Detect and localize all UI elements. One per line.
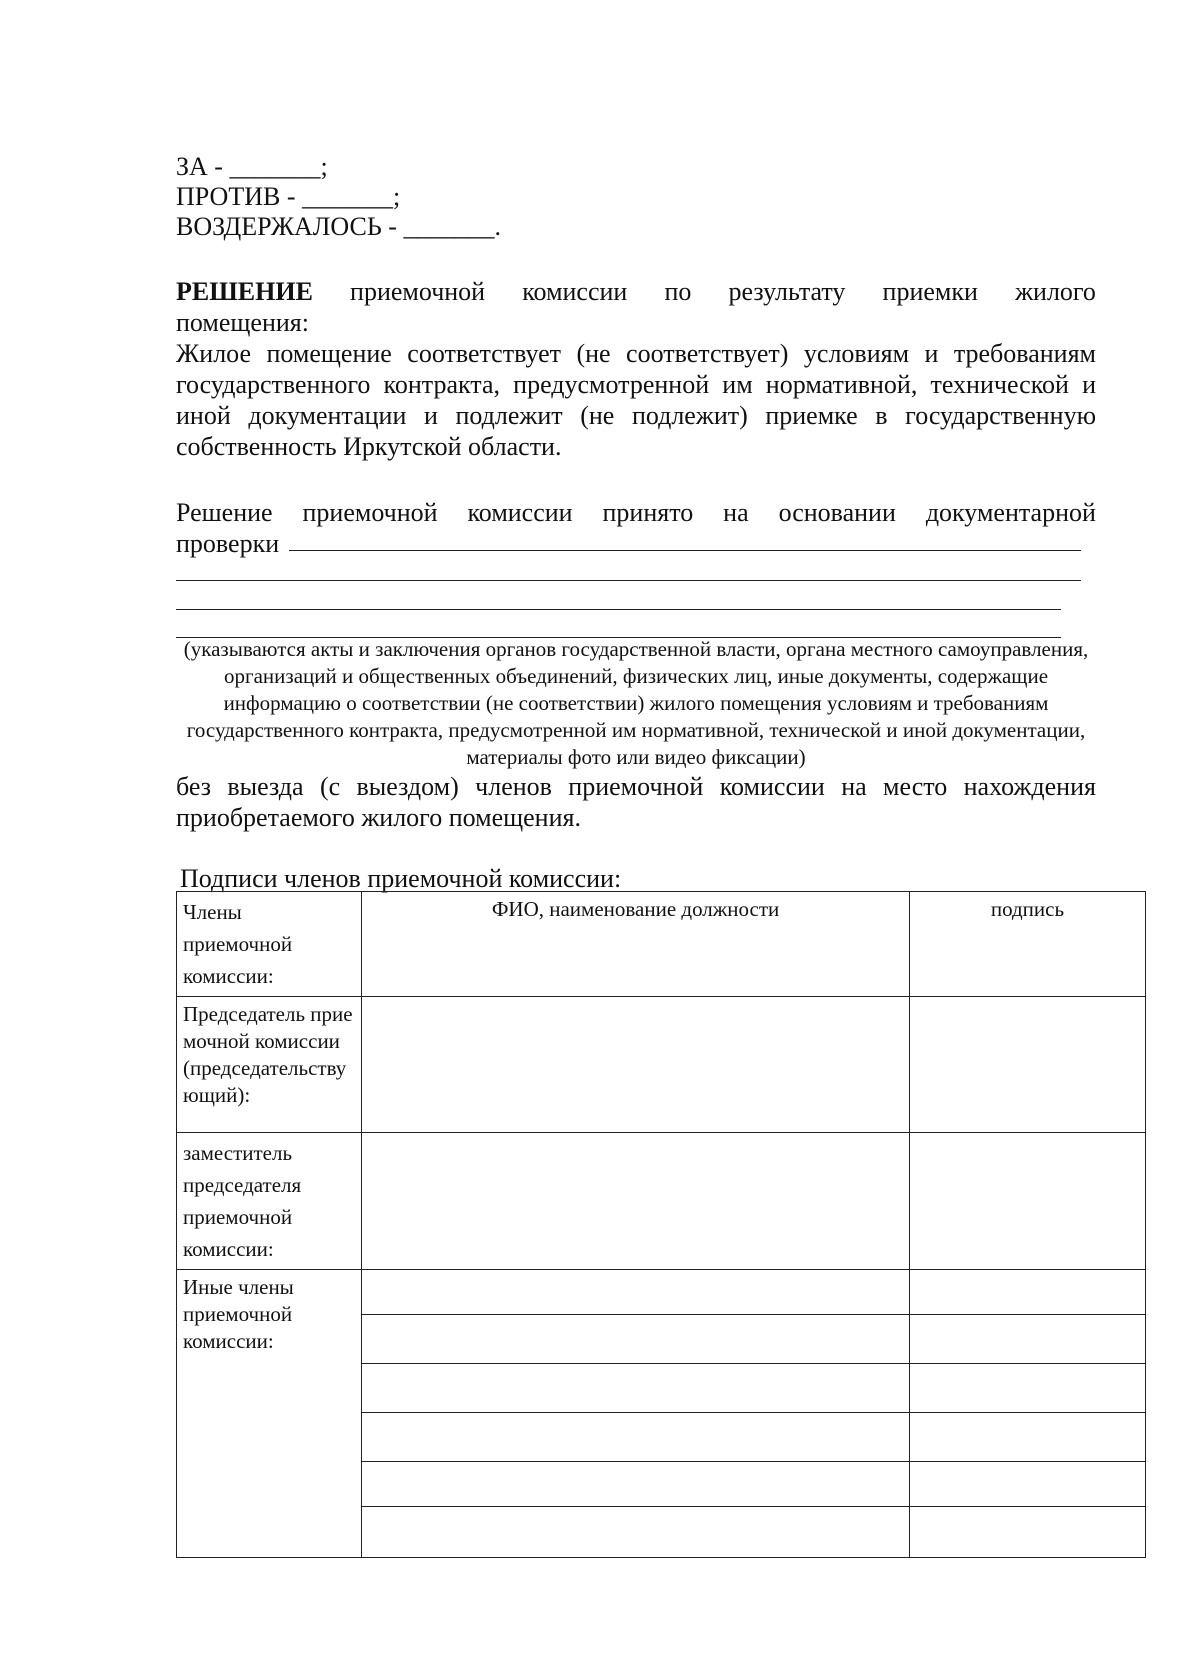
fill-in-line[interactable] [176, 609, 1061, 610]
decision-word: приемочной [350, 277, 486, 306]
decision-word: жилого [1015, 277, 1096, 306]
tail-word: место [883, 772, 948, 801]
other-member-name-cell[interactable] [362, 1462, 910, 1507]
table-row-chair [177, 997, 1146, 1133]
basis-heading [176, 497, 1096, 528]
basis-word: приемочной [302, 498, 438, 527]
basis-word: на [723, 498, 749, 527]
basis-check-label: проверки [176, 529, 280, 558]
other-member-name-cell[interactable] [362, 1270, 910, 1315]
decision-heading-continuation: помещения: [176, 308, 309, 337]
deputy-signature-cell[interactable] [909, 1133, 1145, 1270]
deputy-name-cell[interactable] [362, 1133, 910, 1270]
signatures-table [176, 891, 1146, 1558]
decision-word: приемки [882, 277, 978, 306]
tail-word: выезда [227, 772, 304, 801]
table-row-others [177, 1270, 1146, 1315]
other-member-signature-cell[interactable] [909, 1364, 1145, 1413]
decision-label: РЕШЕНИЕ [176, 277, 313, 306]
basis-note: (указываются акты и заключения органов государственной власти, органа местного самоуправления, организаций и общественных объединений, физических лиц, иные документы, содержащие информацию о соответствии (не соответствии) жилого помещения условиям и требованиям государственного контракта, предусмотренной им нормативной, технической и иной документации, материалы фото или видео фиксации) [183, 637, 1089, 769]
decision-word: результату [728, 277, 846, 306]
tail-word: комиссии [719, 772, 825, 801]
other-member-signature-cell[interactable] [909, 1413, 1145, 1462]
basis-word: принято [602, 498, 694, 527]
tail-word: членов [475, 772, 552, 801]
tail-word: на [841, 772, 867, 801]
other-member-signature-cell[interactable] [909, 1315, 1145, 1364]
row-label-deputy: заместитель председателя приемочной комиссии: [177, 1133, 362, 1270]
basis-tail [176, 771, 1096, 833]
tail-word: нахождения [963, 772, 1096, 801]
signatures-title: Подписи членов приемочной комиссии: [180, 864, 622, 893]
basis-tail-line2: приобретаемого жилого помещения. [176, 803, 581, 832]
header-members: Члены приемочной комиссии: [177, 892, 362, 997]
other-member-signature-cell[interactable] [909, 1270, 1145, 1315]
decision-word: комиссии [522, 277, 628, 306]
vote-for: ЗА - _______; [176, 152, 328, 181]
decision-block [176, 276, 1096, 462]
other-member-signature-cell[interactable] [909, 1507, 1145, 1558]
other-member-signature-cell[interactable] [909, 1462, 1145, 1507]
decision-text: Жилое помещение соответствует (не соответствует) условиям и требованиям государственного контракта, предусмотренной им нормативной, технической и иной документации и подлежит (не подлежит) приемке в государственную собственность Иркутской области. [176, 339, 1096, 461]
vote-against: ПРОТИВ - _______; [176, 182, 401, 211]
row-label-others: Иные члены приемочной комиссии: [177, 1270, 362, 1558]
votes-block [176, 152, 501, 242]
basis-word: комиссии [467, 498, 573, 527]
table-header-row [177, 892, 1146, 997]
tail-word: без [176, 772, 212, 801]
decision-word: по [664, 277, 692, 306]
chair-signature-cell[interactable] [909, 997, 1145, 1133]
other-member-name-cell[interactable] [362, 1364, 910, 1413]
tail-word: приемочной [568, 772, 704, 801]
table-row-deputy [177, 1133, 1146, 1270]
fill-in-line[interactable] [289, 550, 1081, 551]
vote-abstained: ВОЗДЕРЖАЛОСЬ - _______. [176, 212, 501, 241]
other-member-name-cell[interactable] [362, 1315, 910, 1364]
basis-word: Решение [176, 498, 273, 527]
fill-in-line[interactable] [176, 580, 1081, 581]
chair-name-cell[interactable] [362, 997, 910, 1133]
basis-tail-line [176, 771, 1096, 802]
header-signature: подпись [909, 892, 1145, 997]
row-label-chair: Председатель приемочной комиссии (председательствующий): [177, 997, 362, 1133]
decision-heading [176, 276, 1096, 307]
other-member-name-cell[interactable] [362, 1507, 910, 1558]
basis-word: документарной [925, 498, 1096, 527]
basis-word: основании [778, 498, 896, 527]
header-name-position: ФИО, наименование должности [362, 892, 910, 997]
other-member-name-cell[interactable] [362, 1413, 910, 1462]
tail-word: выездом) [356, 772, 459, 801]
tail-word: (с [319, 772, 341, 801]
